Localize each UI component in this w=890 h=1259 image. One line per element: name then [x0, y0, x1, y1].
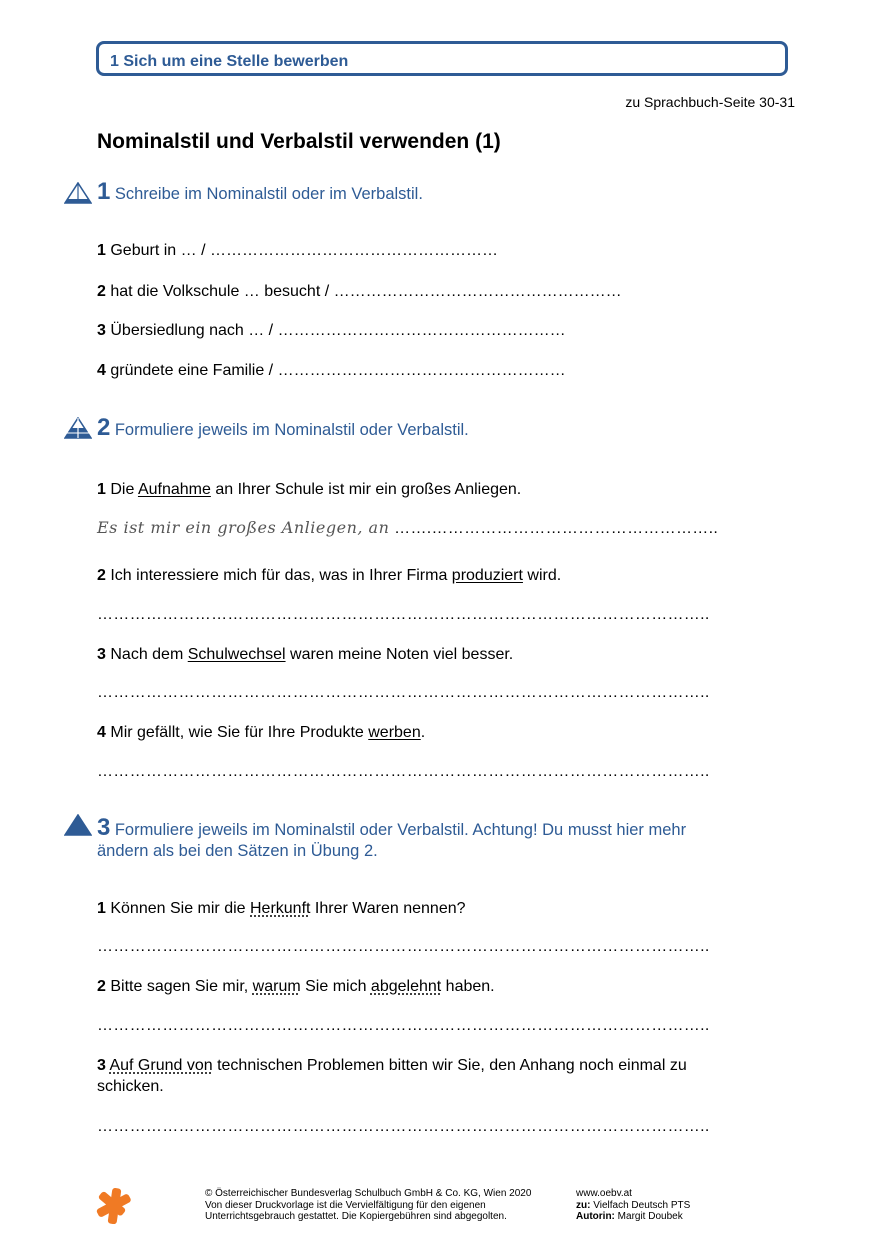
- answer-line: …………………………………………………………………………………………………..: [97, 763, 710, 780]
- example-answer: Es ist mir ein großes Anliegen, an …….……………………………………………..: [97, 518, 719, 537]
- sentence: 2 Bitte sagen Sie mir, warum Sie mich abgelehnt haben.: [97, 978, 495, 995]
- difficulty-high-icon: [64, 814, 92, 836]
- footer-copyright: © Österreichischer Bundesverlag Schulbuch GmbH & Co. KG, Wien 2020 Von dieser Druckvorlage ist die Vervielfältigung für den eigenen Unterrichtsgebrauch gestattet. Die Kopiergebühren sind abgegolten.: [205, 1188, 532, 1222]
- answer-line: …………………………………………………………………………………………………..: [97, 684, 710, 701]
- sentence: 4 Mir gefällt, wie Sie für Ihre Produkte werben.: [97, 724, 426, 741]
- page-title: Nominalstil und Verbalstil verwenden (1): [97, 130, 501, 153]
- exercise-3-heading: [97, 814, 686, 842]
- sentence: 1 Können Sie mir die Herkunft Ihrer Waren nennen?: [97, 900, 466, 917]
- handwritten-answer: Es ist mir ein großes Anliegen, an: [97, 518, 390, 537]
- footer-info: www.oebv.at zu: Vielfach Deutsch PTS Autorin: Margit Doubek: [576, 1188, 691, 1222]
- exercise-instruction: Formuliere jeweils im Nominalstil oder Verbalstil.: [114, 421, 469, 439]
- sentence: 3 Nach dem Schulwechsel waren meine Noten viel besser.: [97, 646, 514, 663]
- exercise-instruction: Schreibe im Nominalstil oder im Verbalstil.: [114, 185, 423, 203]
- sentence-cont: schicken.: [97, 1078, 164, 1095]
- exercise-instruction: Formuliere jeweils im Nominalstil oder Verbalstil. Achtung! Du musst hier mehr: [114, 821, 687, 839]
- exercise-2-heading: [97, 414, 469, 442]
- list-item: 2 hat die Volkschule … besucht / ………………………………………………: [97, 283, 622, 300]
- page-reference: zu Sprachbuch-Seite 30-31: [625, 94, 795, 110]
- difficulty-low-icon: [64, 182, 92, 204]
- exercise-number: 2: [97, 414, 111, 441]
- list-item: 3 Übersiedlung nach … / ………………………………………………: [97, 322, 566, 339]
- sentence: 3 Auf Grund von technischen Problemen bitten wir Sie, den Anhang noch einmal zu: [97, 1057, 687, 1074]
- list-item: 1 Geburt in … / ………………………………………………: [97, 242, 498, 259]
- sentence: 1 Die Aufnahme an Ihrer Schule ist mir ein großes Anliegen.: [97, 481, 522, 498]
- chapter-title: 1 Sich um eine Stelle bewerben: [110, 53, 349, 70]
- publisher-link[interactable]: www.oebv.at: [576, 1188, 632, 1199]
- difficulty-medium-icon: [64, 417, 92, 439]
- sentence: 2 Ich interessiere mich für das, was in Ihrer Firma produziert wird.: [97, 567, 562, 584]
- answer-line: …………………………………………………………………………………………………..: [97, 606, 710, 623]
- answer-line: …………………………………………………………………………………………………..: [97, 938, 710, 955]
- answer-line: …………………………………………………………………………………………………..: [97, 1118, 710, 1135]
- list-item: 4 gründete eine Familie / ………………………………………………: [97, 362, 566, 379]
- exercise-instruction-cont: ändern als bei den Sätzen in Übung 2.: [97, 842, 378, 860]
- publisher-logo-icon: [96, 1188, 132, 1224]
- exercise-number: 3: [97, 814, 111, 841]
- exercise-1-heading: [97, 178, 423, 206]
- answer-line: …………………………………………………………………………………………………..: [97, 1017, 710, 1034]
- exercise-number: 1: [97, 178, 111, 205]
